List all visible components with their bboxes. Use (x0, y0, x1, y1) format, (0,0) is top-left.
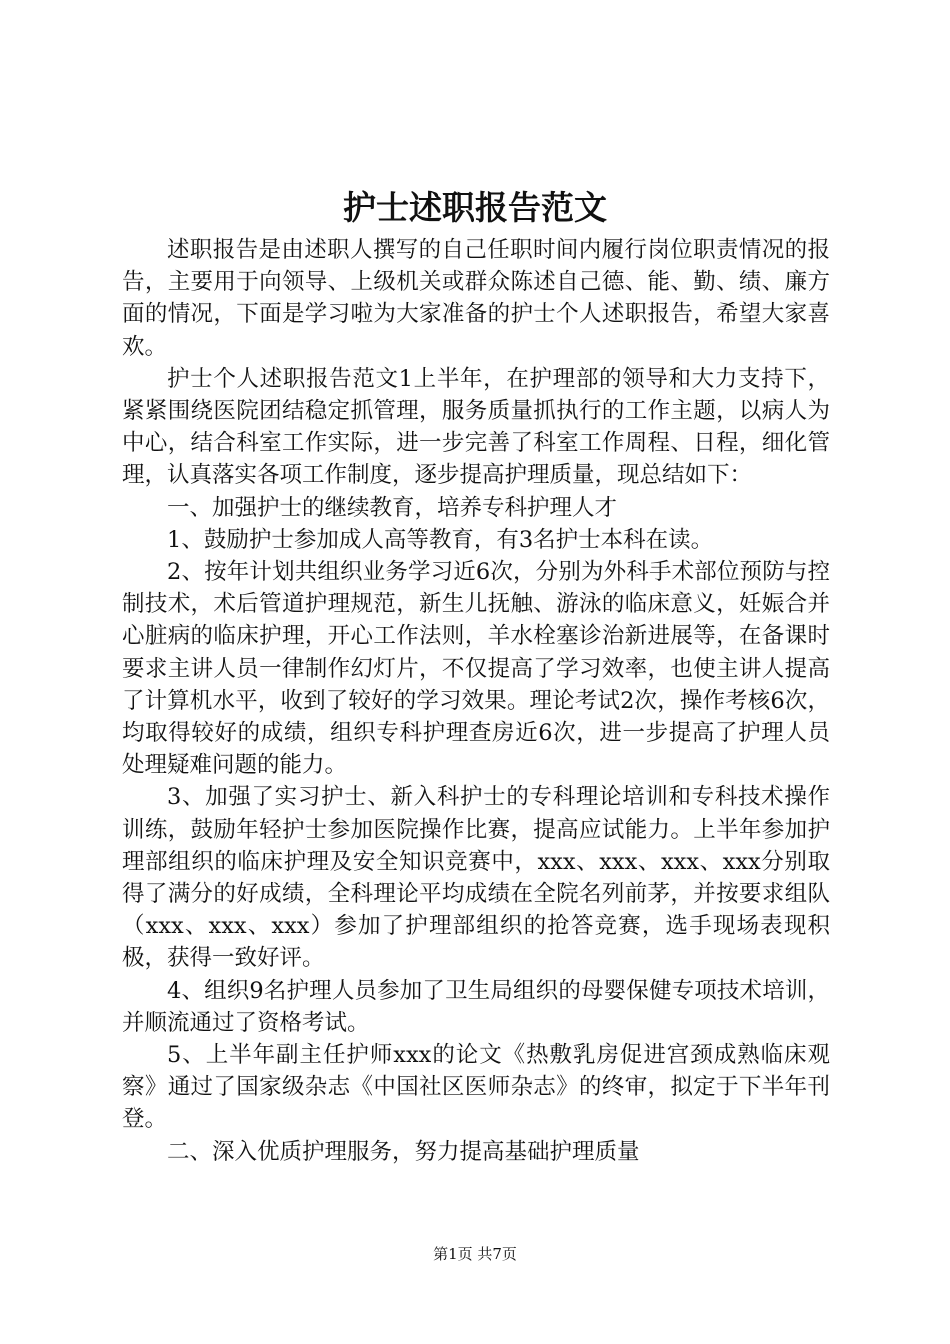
document-body (122, 234, 830, 1168)
page-number-footer: 第1页 共7页 (433, 1245, 517, 1263)
section-heading-1: 一、加强护士的继续教育，培养专科护理人才 (167, 494, 618, 521)
paragraph-item-2: 2、按年计划共组织业务学习近6次，分别为外科手术部位预防与控制技术，术后管道护理规范，新生儿抚触、游泳的临床意义，妊娠合并心脏病的临床护理，开心工作法则，羊水栓塞诊治新进展等，在备课时要求主讲人员一律制作幻灯片，不仅提高了学习效率，也使主讲人提高了计算机水平，收到了较好的学习效果。理论考试2次，操作考核6次，均取得较好的成绩，组织专科护理查房近6次，进一步提高了护理人员处理疑难问题的能力。 (122, 559, 830, 779)
section-heading-2: 二、深入优质护理服务，努力提高基础护理质量 (167, 1138, 640, 1165)
paragraph-item-1: 1、鼓励护士参加成人高等教育，有3名护士本科在读。 (167, 526, 714, 553)
paragraph-item-5: 5、上半年副主任护师xxx的论文《热敷乳房促进宫颈成熟临床观察》通过了国家级杂志《中国社区医师杂志》的终审，拟定于下半年刊登。 (122, 1042, 830, 1133)
paragraph-intro: 述职报告是由述职人撰写的自己任职时间内履行岗位职责情况的报告，主要用于向领导、上级机关或群众陈述自己德、能、勤、绩、廉方面的情况，下面是学习啦为大家准备的护士个人述职报告，希望大家喜欢。 (122, 237, 830, 360)
paragraph-summary: 护士个人述职报告范文1上半年，在护理部的领导和大力支持下，紧紧围绕医院团结稳定抓管理，服务质量抓执行的工作主题，以病人为中心，结合科室工作实际，进一步完善了科室工作周程、日程，细化管理，认真落实各项工作制度，逐步提高护理质量，现总结如下： (122, 365, 830, 489)
paragraph-item-4: 4、组织9名护理人员参加了卫生局组织的母婴保健专项技术培训，并顺流通过了资格考试。 (122, 977, 830, 1036)
document-title: 护士述职报告范文 (343, 188, 607, 227)
paragraph-item-3: 3、加强了实习护士、新入科护士的专科理论培训和专科技术操作训练，鼓励年轻护士参加医院操作比赛，提高应试能力。上半年参加护理部组织的临床护理及安全知识竞赛中，xxx、xxx、xxx、xxx分别取得了满分的好成绩，全科理论平均成绩在全院名列前茅，并按要求组队（xxx、xxx、xxx）参加了护理部组织的抢答竞赛，选手现场表现积极，获得一致好评。 (122, 784, 830, 972)
